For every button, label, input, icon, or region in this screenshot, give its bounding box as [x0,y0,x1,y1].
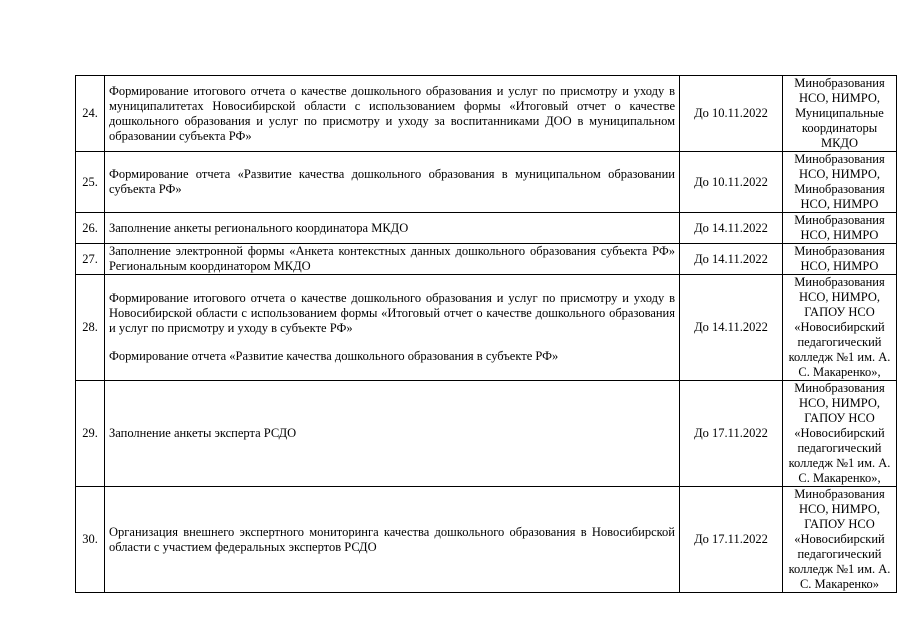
responsible: Минобразования НСО, НИМРО, ГАПОУ НСО «Новосибирский педагогический колледж №1 им. А. С. Макаренко» [783,487,897,593]
responsible: Минобразования НСО, НИМРО, ГАПОУ НСО «Новосибирский педагогический колледж №1 им. А. С. Макаренко», [783,275,897,381]
deadline: До 17.11.2022 [680,487,783,593]
task-description: Формирование отчета «Развитие качества дошкольного образования в муниципальном образовании субъекта РФ» [105,152,680,213]
responsible: Минобразования НСО, НИМРО, Минобразования НСО, НИМРО [783,152,897,213]
responsible: Минобразования НСО, НИМРО, Муниципальные координаторы МКДО [783,76,897,152]
deadline: До 14.11.2022 [680,275,783,381]
responsible: Минобразования НСО, НИМРО, ГАПОУ НСО «Новосибирский педагогический колледж №1 им. А. С. Макаренко», [783,381,897,487]
paragraph-gap [109,336,675,349]
deadline: До 14.11.2022 [680,213,783,244]
deadline: До 10.11.2022 [680,76,783,152]
table-row [76,487,897,593]
task-description-main: Формирование итогового отчета о качестве дошкольного образования и услуг по присмотру и уходу в Новосибирской области с использованием формы «Итоговый отчет о качестве дошкольного образования и услуг по присмотру и уходу в субъекте РФ» [109,291,675,335]
deadline: До 14.11.2022 [680,244,783,275]
row-number: 24. [76,76,105,152]
row-number: 26. [76,213,105,244]
task-description [105,275,680,381]
table-row [76,213,897,244]
task-description: Заполнение электронной формы «Анкета контекстных данных дошкольного образования субъекта РФ» Региональным координатором МКДО [105,244,680,275]
table-row [76,76,897,152]
table-row [76,244,897,275]
table-row [76,381,897,487]
plan-table [75,75,897,593]
table-row [76,152,897,213]
row-number: 27. [76,244,105,275]
task-description: Заполнение анкеты регионального координатора МКДО [105,213,680,244]
responsible: Минобразования НСО, НИМРО [783,244,897,275]
task-description-extra: Формирование отчета «Развитие качества дошкольного образования в субъекте РФ» [109,349,559,363]
row-number: 29. [76,381,105,487]
deadline: До 10.11.2022 [680,152,783,213]
responsible: Минобразования НСО, НИМРО [783,213,897,244]
row-number: 25. [76,152,105,213]
table-row [76,275,897,381]
task-description: Организация внешнего экспертного мониторинга качества дошкольного образования в Новосибирской области с участием федеральных экспертов РСДО [105,487,680,593]
row-number: 30. [76,487,105,593]
task-description: Формирование итогового отчета о качестве дошкольного образования и услуг по присмотру и уходу в муниципалитетах Новосибирской области с использованием формы «Итоговый отчет о качестве дошкольного образования и услуг по присмотру и уходу за воспитанниками ДОО в муниципальном образовании субъекта РФ» [105,76,680,152]
deadline: До 17.11.2022 [680,381,783,487]
row-number: 28. [76,275,105,381]
task-description: Заполнение анкеты эксперта РСДО [105,381,680,487]
